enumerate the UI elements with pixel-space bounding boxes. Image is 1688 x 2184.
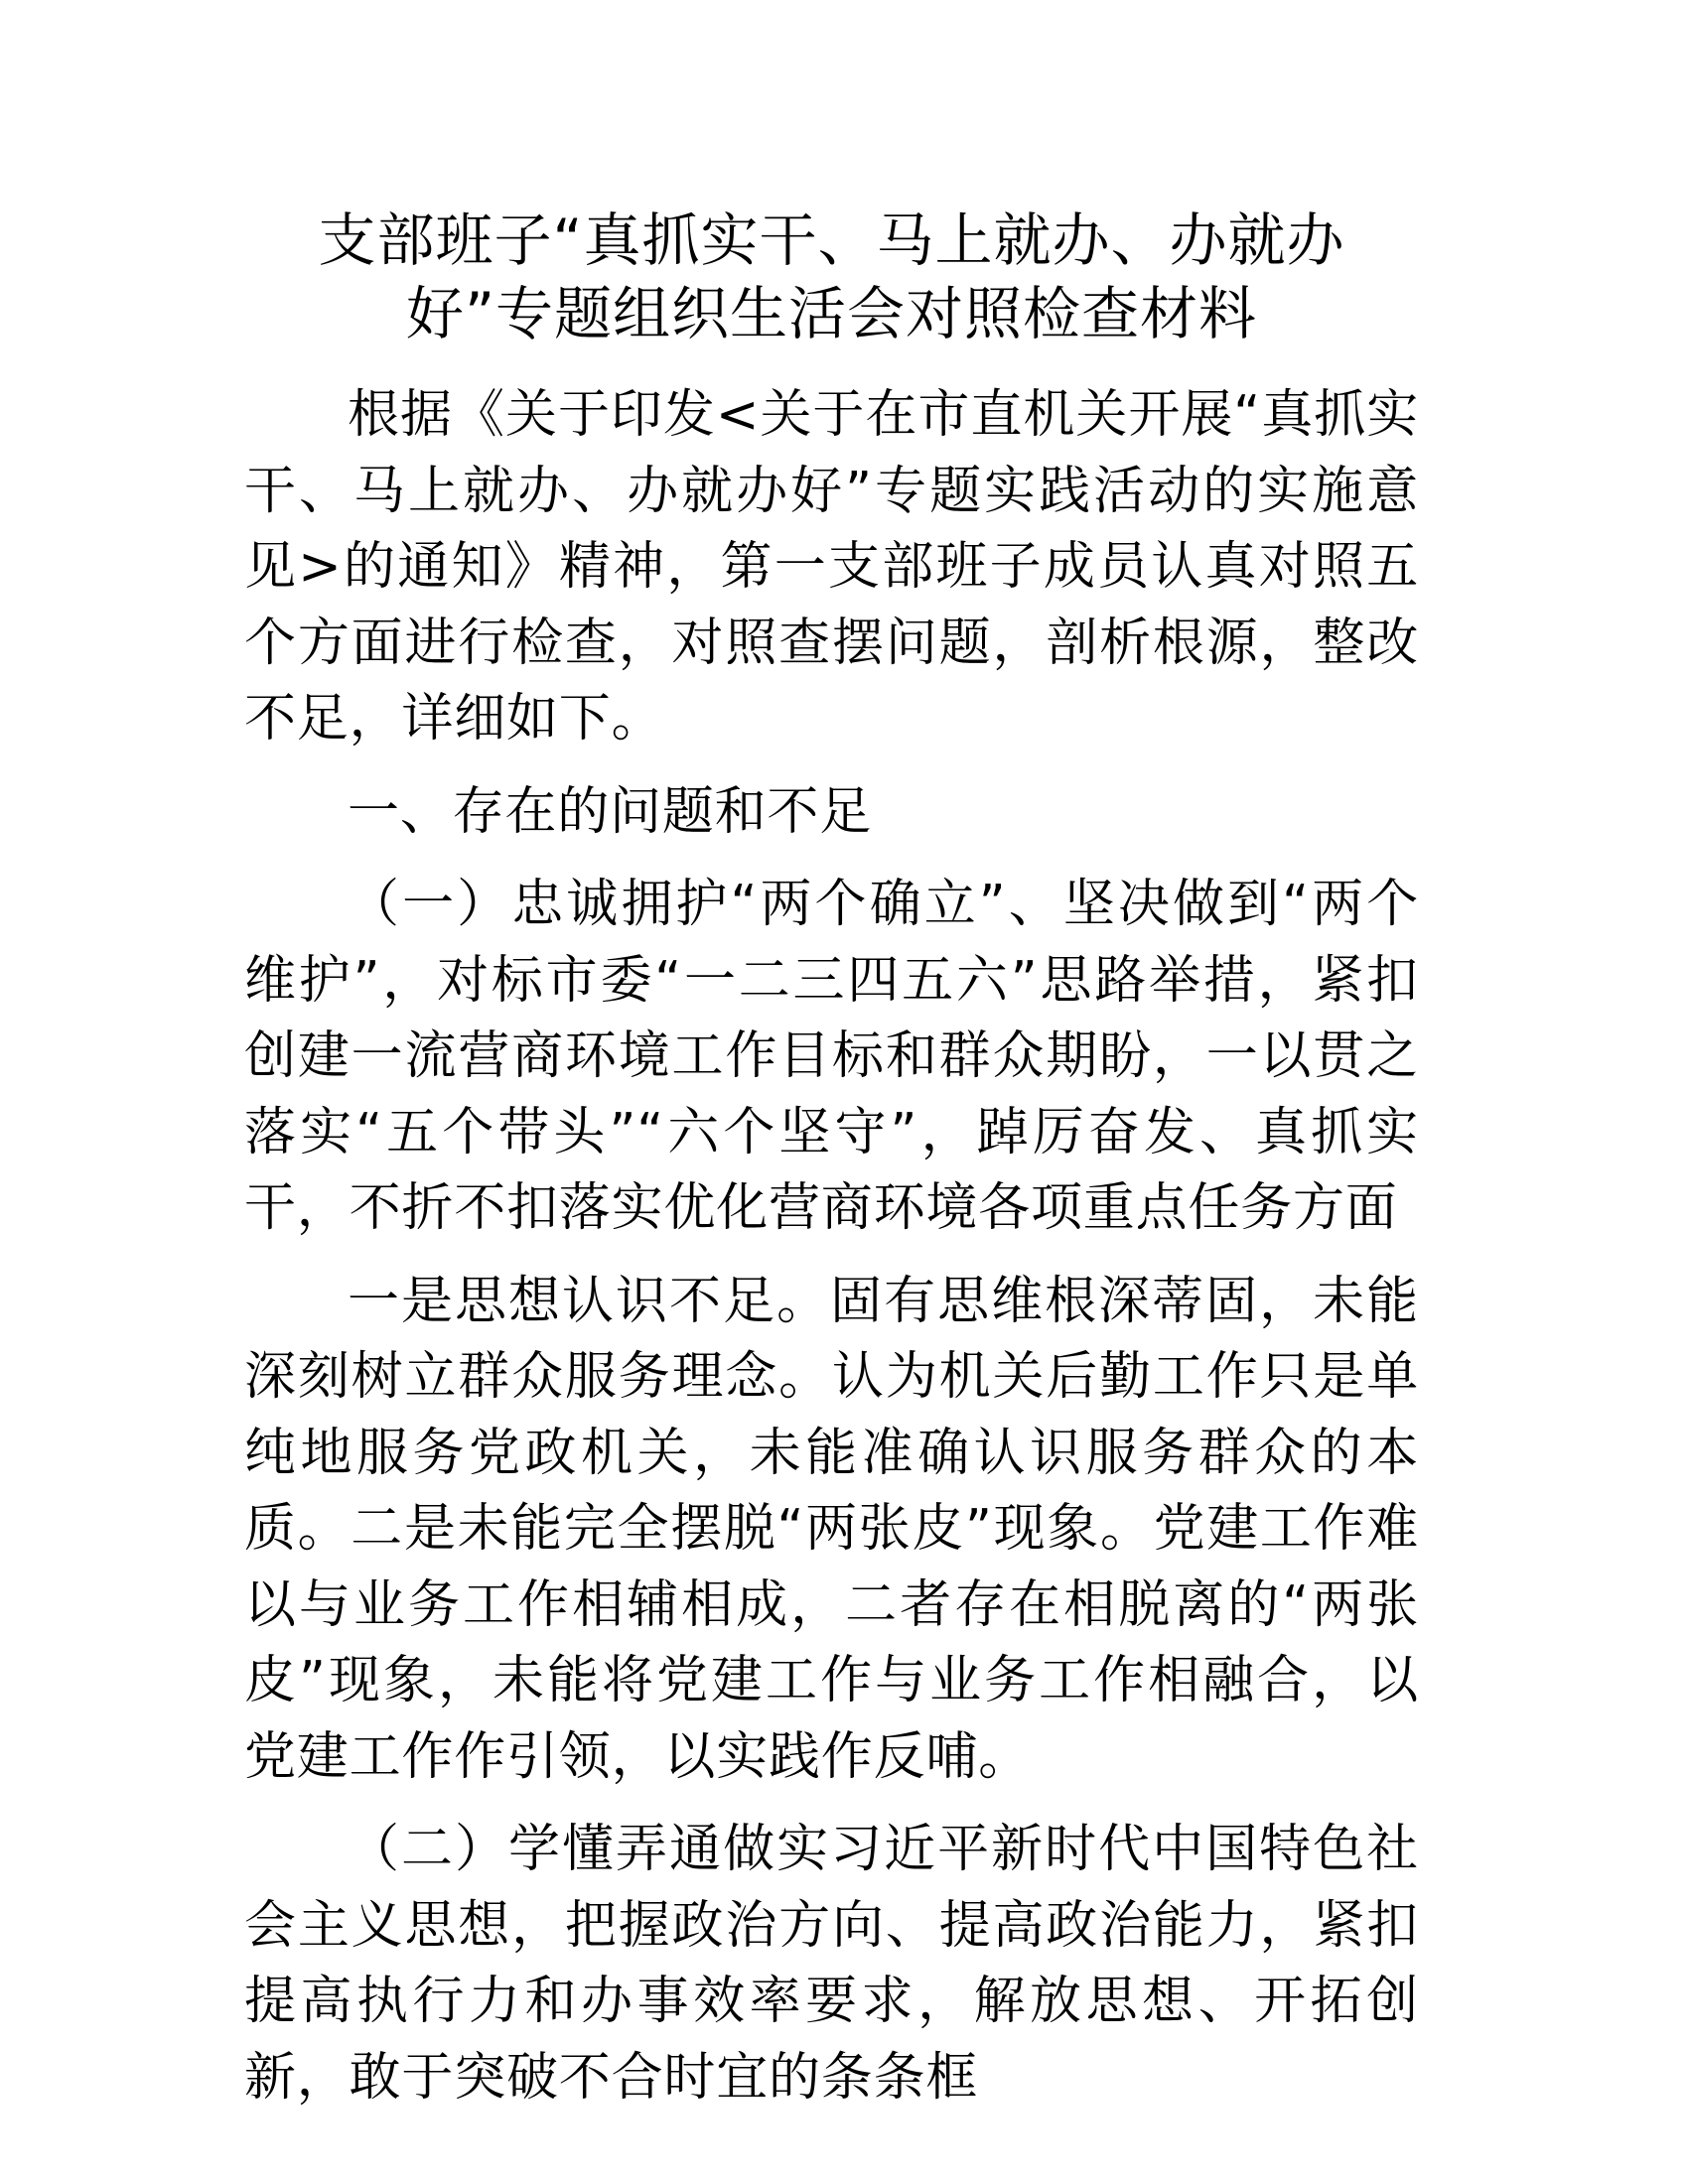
document-body (244, 377, 1419, 2132)
section-heading-problems: 一、存在的问题和不足 (348, 781, 873, 842)
document-title (244, 204, 1419, 350)
subsection-heading-2: （二）学懂弄通做实习近平新时代中国特色社会主义思想，把握政治方向、提高政治能力，紧扣提高执行力和办事效率要求，解放思想、开拓创新，敢于突破不合时宜的条条框 (244, 1820, 1419, 2108)
title-line-2: 好”专题组织生活会对照检查材料 (405, 280, 1258, 347)
subsection-1-body: 一是思想认识不足。固有思维根深蒂固，未能深刻树立群众服务理念。认为机关后勤工作只是单纯地服务党政机关，未能准确认识服务群众的本质。二是未能完全摆脱“两张皮”现象。党建工作难以与业务工作相辅相成，二者存在相脱离的“两张皮”现象，未能将党建工作与业务工作相融合，以党建工作作引领，以实践作反哺。 (244, 1271, 1419, 1787)
title-line-1: 支部班子“真抓实干、马上就办、办就办 (318, 206, 1345, 274)
intro-paragraph: 根据《关于印发<关于在市直机关开展“真抓实干、马上就办、办就办好”专题实践活动的实施意见>的通知》精神，第一支部班子成员认真对照五个方面进行检查，对照查摆问题，剖析根源，整改不足，详细如下。 (244, 385, 1419, 749)
subsection-heading-1: （一）忠诚拥护“两个确立”、坚决做到“两个维护”，对标市委“一二三四五六”思路举措，紧扣创建一流营商环境工作目标和群众期盼，一以贯之落实“五个带头”“六个坚守”，踔厉奋发、真抓实干，不折不扣落实优化营商环境各项重点任务方面 (244, 875, 1419, 1238)
